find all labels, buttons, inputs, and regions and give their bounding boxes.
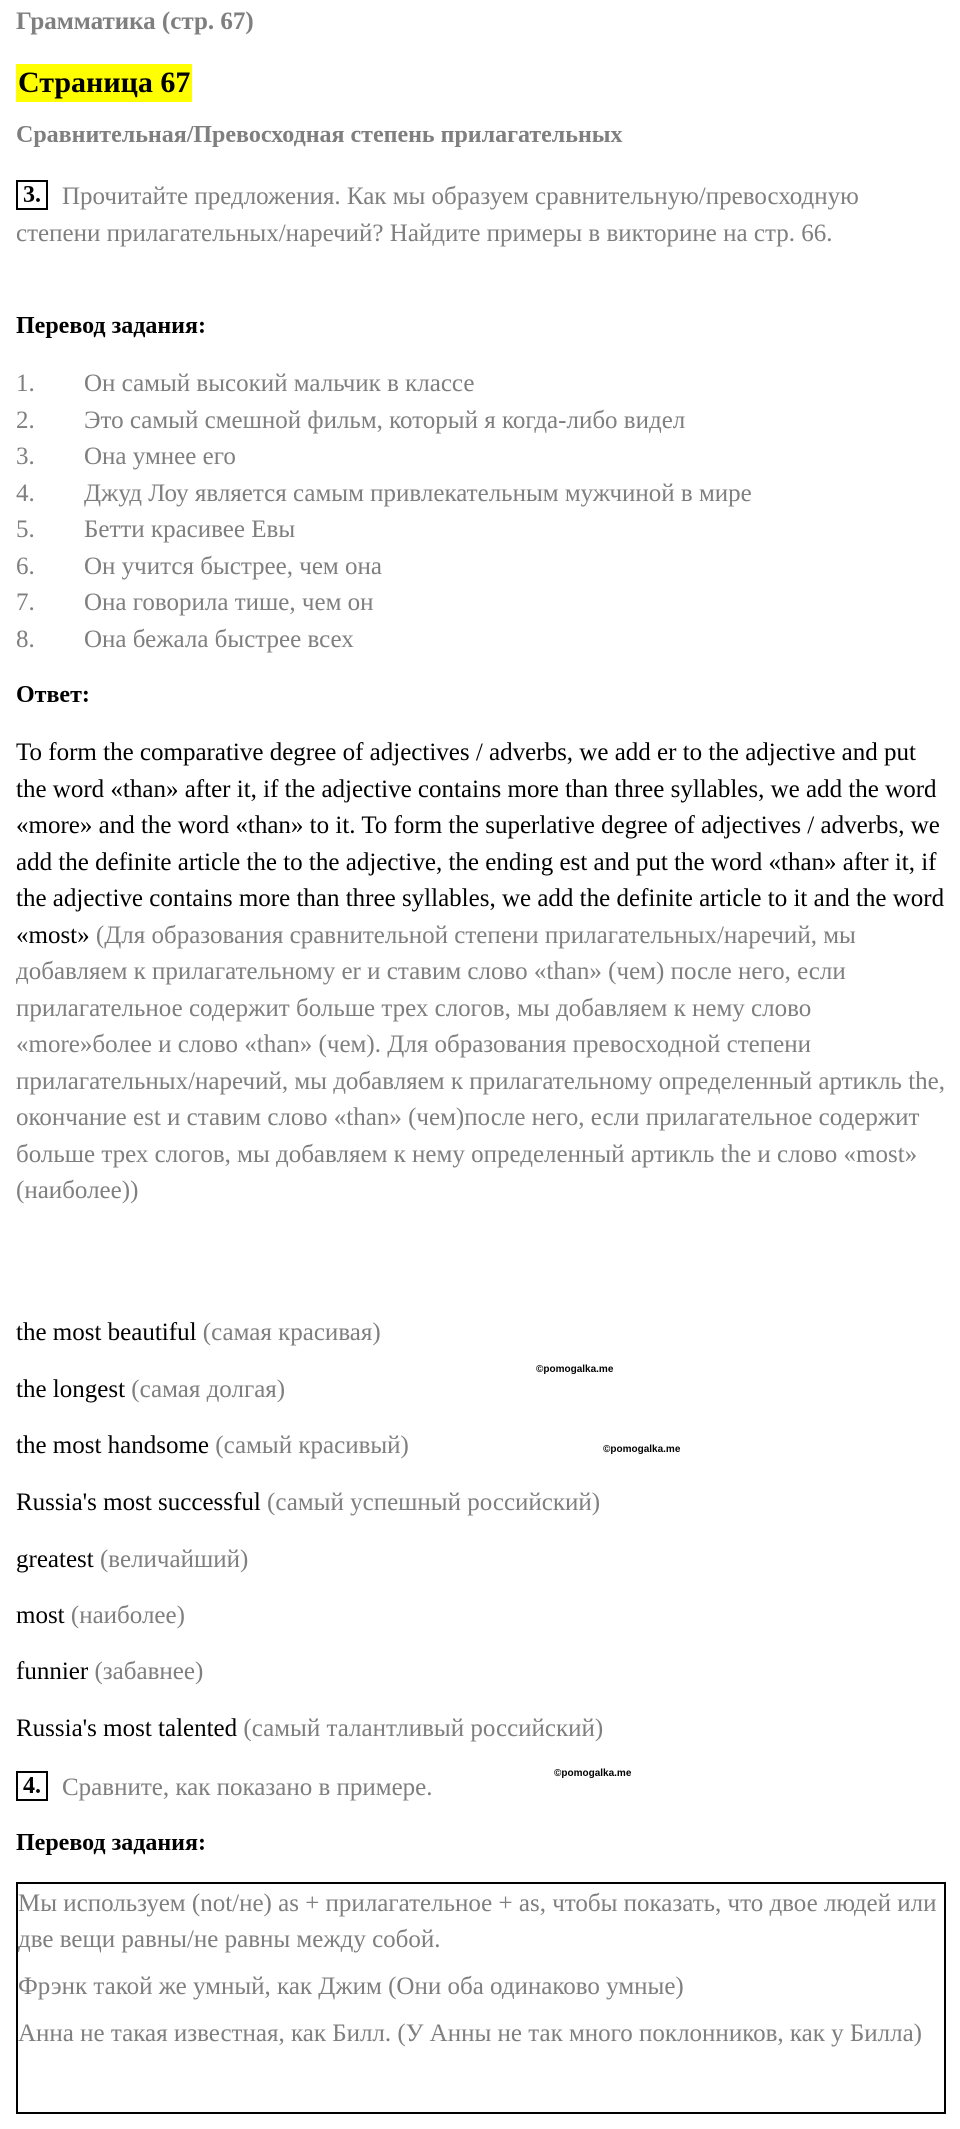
translation-heading: Перевод задания:	[16, 313, 206, 339]
rule-text: Мы используем (not/не) as + прилагательное + as, чтобы показать, что двое людей или две вещи равны/не равны между собой.	[18, 1890, 937, 1953]
translation-heading: Перевод задания:	[16, 1830, 206, 1856]
list-item: 7. Она говорила тише, чем он	[16, 589, 374, 616]
example-item: the most beautiful (самая красивая)	[16, 1319, 381, 1346]
answer-paragraph	[16, 735, 946, 1210]
example-sentence: Анна не такая известная, как Билл. (У Анны не так много поклонников, как у Билла)	[18, 2020, 922, 2047]
task-3	[16, 178, 936, 252]
example-item: the longest (самая долгая)	[16, 1376, 286, 1403]
section-subtitle: Сравнительная/Превосходная степень прилагательных	[16, 122, 623, 148]
task-number-box: 4.	[16, 1771, 48, 1801]
example-sentence: Фрэнк такой же умный, как Джим (Они оба одинаково умные)	[18, 1973, 684, 2000]
task-4	[16, 1769, 936, 1806]
list-item: 5. Бетти красивее Евы	[16, 516, 296, 543]
task-number-box: 3.	[16, 180, 48, 210]
rule-box	[16, 1882, 946, 2114]
topic-title: Грамматика (стр. 67)	[16, 8, 254, 35]
answer-english: To form the comparative degree of adjectives / adverbs, we add er to the adjective and put the word «than» after it, if the adjective contains more than three syllables, we add the word «more» and the word «than» to it. To form the superlative degree of adjectives / adverbs, we add the definite article the to the adjective, the ending est and put the word «than» after it, if the adjective contains more than three syllables, we add the definite article to it and the word «most»	[16, 739, 945, 949]
example-item: the most handsome (самый красивый)	[16, 1432, 409, 1459]
list-item: 1. Он самый высокий мальчик в классе	[16, 370, 475, 397]
watermark: ©pomogalka.me	[536, 1364, 614, 1375]
example-item: most (наиболее)	[16, 1602, 185, 1629]
example-item: Russia's most successful (самый успешный российский)	[16, 1489, 601, 1516]
example-item: Russia's most talented (самый талантливый российский)	[16, 1715, 604, 1742]
watermark: ©pomogalka.me	[603, 1444, 681, 1455]
task-3-text: Прочитайте предложения. Как мы образуем сравнительную/превосходную степени прилагательных/наречий? Найдите примеры в викторине на стр. 66.	[16, 183, 859, 247]
example-item: greatest (величайший)	[16, 1546, 249, 1573]
watermark: ©pomogalka.me	[554, 1768, 632, 1779]
list-item: 6. Он учится быстрее, чем она	[16, 552, 382, 580]
list-item: 4. Джуд Лоу является самым привлекательным мужчиной в мире	[16, 479, 752, 507]
list-item: 8. Она бежала быстрее всех	[16, 625, 354, 653]
page-label-highlight: Страница 67	[16, 64, 192, 102]
example-item: funnier (забавнее)	[16, 1658, 204, 1685]
translation-list	[16, 366, 752, 658]
task-4-text: Сравните, как показано в примере.	[62, 1774, 433, 1801]
answer-russian: (Для образования сравнительной степени прилагательных/наречий, мы добавляем к прилагательному er и ставим слово «than» (чем) после него, если прилагательное содержит больше трех слогов, мы добавляем к нему слово «more»более и слово «than» (чем). Для образования превосходной степени прилагательных/наречий, мы добавляем к прилагательному определенный артикль the, окончание est и ставим слово «than» (чем)после него, если прилагательное содержит больше трех слогов, мы добавляем к нему определенный артикль the и слово «most» (наиболее))	[16, 921, 946, 1204]
list-item: 3. Она умнее его	[16, 443, 236, 470]
answer-heading: Ответ:	[16, 682, 90, 708]
list-item: 2. Это самый смешной фильм, который я когда-либо видел	[16, 406, 686, 434]
